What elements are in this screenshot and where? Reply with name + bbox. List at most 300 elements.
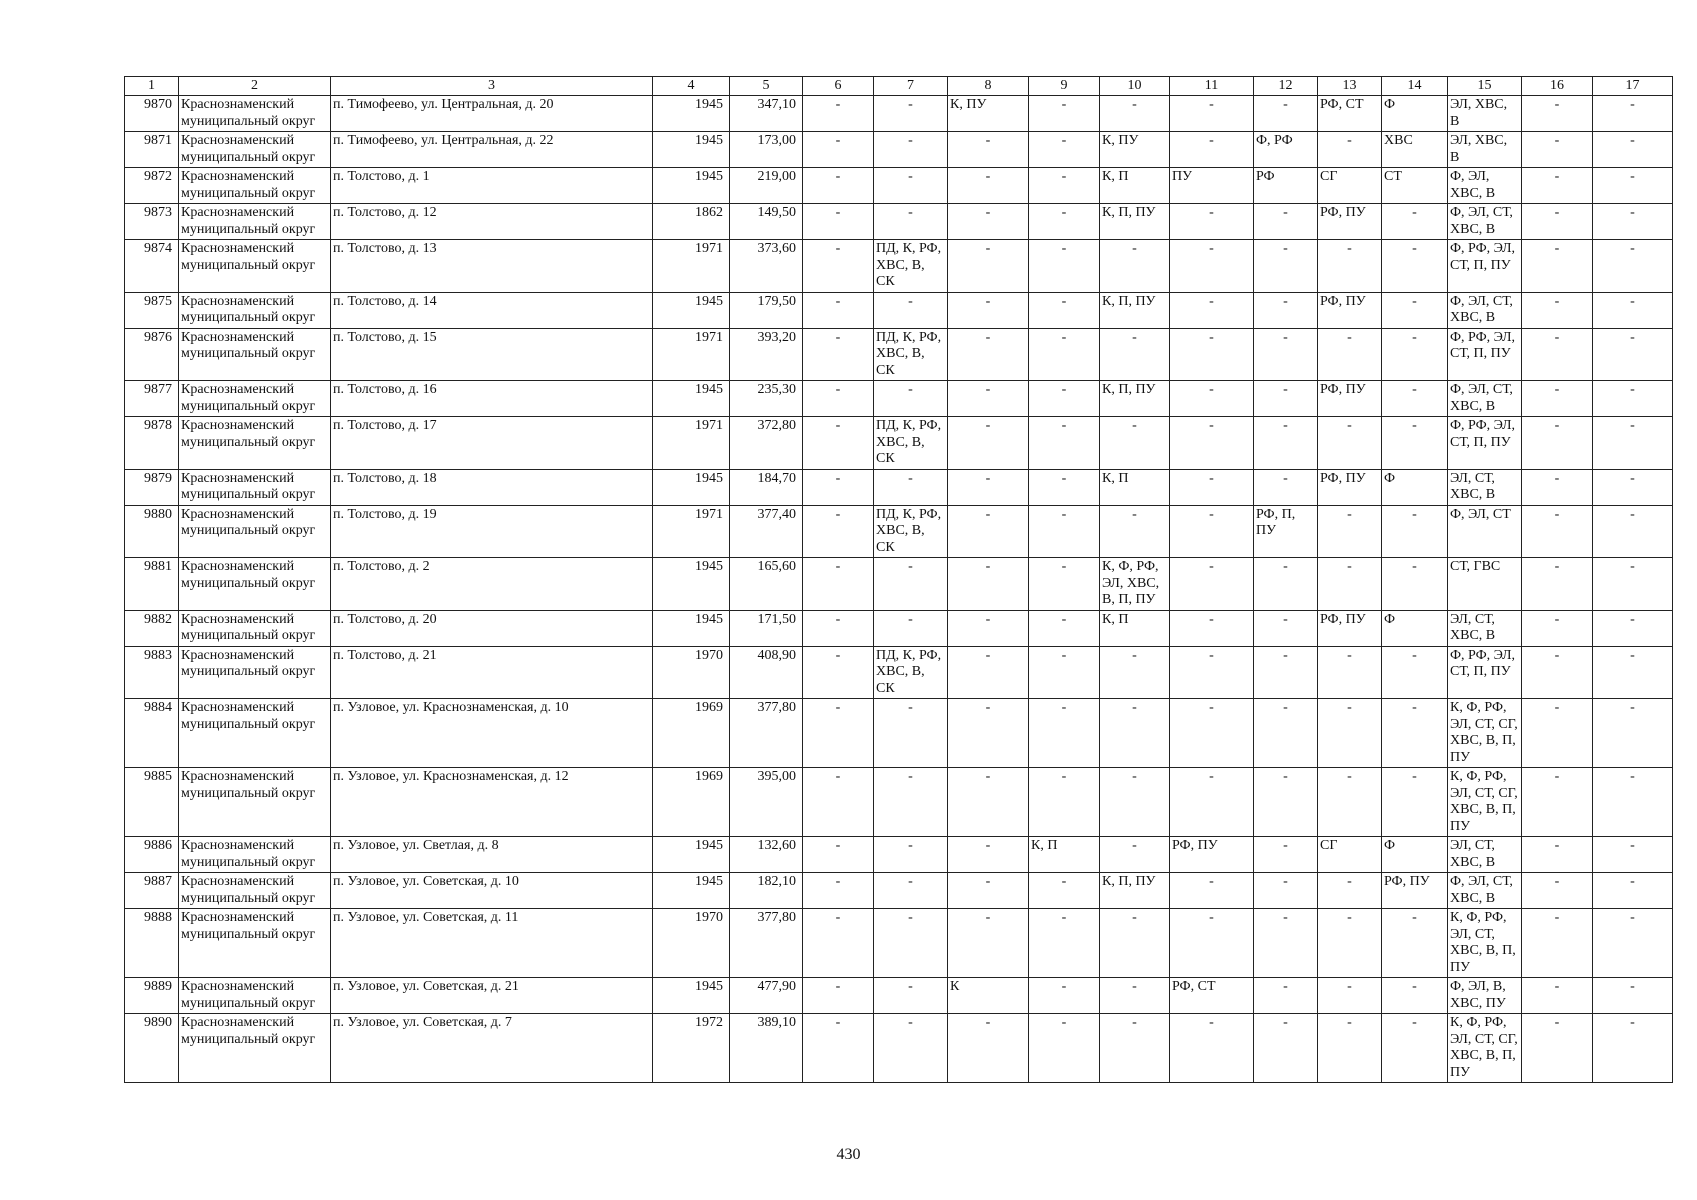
col-9-cell: - bbox=[1029, 204, 1100, 240]
col-10-cell: - bbox=[1100, 768, 1170, 837]
area-cell: 393,20 bbox=[730, 328, 803, 381]
col-8-cell: - bbox=[948, 558, 1029, 611]
col-16-cell: - bbox=[1522, 558, 1593, 611]
col-16-cell: - bbox=[1522, 978, 1593, 1014]
col-8-cell: - bbox=[948, 240, 1029, 293]
district-cell: Краснознаменский муниципальный округ bbox=[179, 204, 331, 240]
year-built-cell: 1945 bbox=[653, 132, 730, 168]
col-14-cell: - bbox=[1382, 381, 1448, 417]
col-8-cell: К, ПУ bbox=[948, 96, 1029, 132]
col-16-cell: - bbox=[1522, 610, 1593, 646]
col-12-cell: - bbox=[1254, 610, 1318, 646]
col-9-cell: - bbox=[1029, 505, 1100, 558]
column-header: 13 bbox=[1318, 77, 1382, 96]
table-row bbox=[125, 646, 1673, 699]
table-row bbox=[125, 469, 1673, 505]
col-6-cell: - bbox=[803, 699, 874, 768]
table-row bbox=[125, 1014, 1673, 1083]
col-11-cell: - bbox=[1170, 292, 1254, 328]
address-cell: п. Тимофеево, ул. Центральная, д. 22 bbox=[331, 132, 653, 168]
area-cell: 132,60 bbox=[730, 837, 803, 873]
col-13-cell: - bbox=[1318, 699, 1382, 768]
col-14-cell: - bbox=[1382, 909, 1448, 978]
col-16-cell: - bbox=[1522, 699, 1593, 768]
col-10-cell: - bbox=[1100, 978, 1170, 1014]
col-9-cell: - bbox=[1029, 417, 1100, 470]
col-9-cell: - bbox=[1029, 96, 1100, 132]
col-12-cell: - bbox=[1254, 469, 1318, 505]
col-16-cell: - bbox=[1522, 96, 1593, 132]
district-cell: Краснознаменский муниципальный округ bbox=[179, 292, 331, 328]
col-8-cell: - bbox=[948, 417, 1029, 470]
col-12-cell: - bbox=[1254, 328, 1318, 381]
table-row bbox=[125, 873, 1673, 909]
row-number-cell: 9882 bbox=[125, 610, 179, 646]
col-15-cell: ЭЛ, ХВС, В bbox=[1448, 132, 1522, 168]
col-9-cell: - bbox=[1029, 469, 1100, 505]
column-header: 15 bbox=[1448, 77, 1522, 96]
col-8-cell: - bbox=[948, 1014, 1029, 1083]
col-14-cell: - bbox=[1382, 328, 1448, 381]
col-13-cell: - bbox=[1318, 417, 1382, 470]
col-13-cell: - bbox=[1318, 132, 1382, 168]
col-10-cell: К, П, ПУ bbox=[1100, 204, 1170, 240]
district-cell: Краснознаменский муниципальный округ bbox=[179, 768, 331, 837]
col-16-cell: - bbox=[1522, 768, 1593, 837]
area-cell: 389,10 bbox=[730, 1014, 803, 1083]
table-row bbox=[125, 381, 1673, 417]
col-15-cell: Ф, ЭЛ, СТ, ХВС, В bbox=[1448, 381, 1522, 417]
col-15-cell: К, Ф, РФ, ЭЛ, СТ, ХВС, В, П, ПУ bbox=[1448, 909, 1522, 978]
col-15-cell: Ф, РФ, ЭЛ, СТ, П, ПУ bbox=[1448, 646, 1522, 699]
col-10-cell: - bbox=[1100, 1014, 1170, 1083]
col-9-cell: - bbox=[1029, 909, 1100, 978]
col-7-cell: - bbox=[874, 699, 948, 768]
column-header: 11 bbox=[1170, 77, 1254, 96]
col-13-cell: СГ bbox=[1318, 837, 1382, 873]
col-17-cell: - bbox=[1593, 610, 1673, 646]
col-12-cell: - bbox=[1254, 978, 1318, 1014]
col-10-cell: - bbox=[1100, 417, 1170, 470]
address-cell: п. Узловое, ул. Советская, д. 11 bbox=[331, 909, 653, 978]
col-8-cell: - bbox=[948, 768, 1029, 837]
col-13-cell: - bbox=[1318, 328, 1382, 381]
address-cell: п. Узловое, ул. Советская, д. 7 bbox=[331, 1014, 653, 1083]
area-cell: 372,80 bbox=[730, 417, 803, 470]
col-17-cell: - bbox=[1593, 328, 1673, 381]
col-6-cell: - bbox=[803, 505, 874, 558]
col-14-cell: - bbox=[1382, 417, 1448, 470]
area-cell: 219,00 bbox=[730, 168, 803, 204]
col-6-cell: - bbox=[803, 873, 874, 909]
col-13-cell: РФ, ПУ bbox=[1318, 292, 1382, 328]
row-number-cell: 9880 bbox=[125, 505, 179, 558]
year-built-cell: 1945 bbox=[653, 469, 730, 505]
col-10-cell: К, П bbox=[1100, 469, 1170, 505]
col-16-cell: - bbox=[1522, 292, 1593, 328]
address-cell: п. Толстово, д. 18 bbox=[331, 469, 653, 505]
row-number-cell: 9887 bbox=[125, 873, 179, 909]
col-8-cell: - bbox=[948, 837, 1029, 873]
address-cell: п. Тимофеево, ул. Центральная, д. 20 bbox=[331, 96, 653, 132]
col-17-cell: - bbox=[1593, 469, 1673, 505]
col-17-cell: - bbox=[1593, 96, 1673, 132]
area-cell: 173,00 bbox=[730, 132, 803, 168]
table-body bbox=[125, 96, 1673, 1083]
row-number-cell: 9886 bbox=[125, 837, 179, 873]
col-16-cell: - bbox=[1522, 417, 1593, 470]
col-16-cell: - bbox=[1522, 328, 1593, 381]
col-11-cell: - bbox=[1170, 204, 1254, 240]
col-11-cell: - bbox=[1170, 381, 1254, 417]
col-9-cell: - bbox=[1029, 381, 1100, 417]
area-cell: 171,50 bbox=[730, 610, 803, 646]
address-cell: п. Толстово, д. 14 bbox=[331, 292, 653, 328]
col-17-cell: - bbox=[1593, 768, 1673, 837]
col-14-cell: - bbox=[1382, 699, 1448, 768]
col-9-cell: - bbox=[1029, 646, 1100, 699]
col-14-cell: ХВС bbox=[1382, 132, 1448, 168]
col-17-cell: - bbox=[1593, 168, 1673, 204]
col-7-cell: - bbox=[874, 381, 948, 417]
col-8-cell: - bbox=[948, 646, 1029, 699]
col-7-cell: - bbox=[874, 96, 948, 132]
column-header: 12 bbox=[1254, 77, 1318, 96]
col-17-cell: - bbox=[1593, 1014, 1673, 1083]
col-14-cell: Ф bbox=[1382, 96, 1448, 132]
col-13-cell: - bbox=[1318, 646, 1382, 699]
district-cell: Краснознаменский муниципальный округ bbox=[179, 168, 331, 204]
col-12-cell: - bbox=[1254, 646, 1318, 699]
col-15-cell: Ф, ЭЛ, СТ bbox=[1448, 505, 1522, 558]
table-row bbox=[125, 204, 1673, 240]
col-10-cell: К, Ф, РФ, ЭЛ, ХВС, В, П, ПУ bbox=[1100, 558, 1170, 611]
column-header: 5 bbox=[730, 77, 803, 96]
col-11-cell: - bbox=[1170, 132, 1254, 168]
col-15-cell: ЭЛ, СТ, ХВС, В bbox=[1448, 469, 1522, 505]
year-built-cell: 1971 bbox=[653, 417, 730, 470]
address-cell: п. Толстово, д. 12 bbox=[331, 204, 653, 240]
address-cell: п. Узловое, ул. Краснознаменская, д. 10 bbox=[331, 699, 653, 768]
col-13-cell: РФ, ПУ bbox=[1318, 469, 1382, 505]
col-11-cell: - bbox=[1170, 469, 1254, 505]
col-16-cell: - bbox=[1522, 505, 1593, 558]
year-built-cell: 1945 bbox=[653, 96, 730, 132]
col-16-cell: - bbox=[1522, 168, 1593, 204]
col-9-cell: - bbox=[1029, 168, 1100, 204]
address-cell: п. Толстово, д. 2 bbox=[331, 558, 653, 611]
col-12-cell: - bbox=[1254, 96, 1318, 132]
col-15-cell: Ф, ЭЛ, СТ, ХВС, В bbox=[1448, 292, 1522, 328]
district-cell: Краснознаменский муниципальный округ bbox=[179, 240, 331, 293]
row-number-cell: 9875 bbox=[125, 292, 179, 328]
row-number-cell: 9871 bbox=[125, 132, 179, 168]
col-14-cell: - bbox=[1382, 558, 1448, 611]
col-14-cell: Ф bbox=[1382, 469, 1448, 505]
year-built-cell: 1945 bbox=[653, 558, 730, 611]
column-header: 8 bbox=[948, 77, 1029, 96]
column-header: 14 bbox=[1382, 77, 1448, 96]
area-cell: 395,00 bbox=[730, 768, 803, 837]
address-cell: п. Узловое, ул. Советская, д. 21 bbox=[331, 978, 653, 1014]
col-15-cell: Ф, РФ, ЭЛ, СТ, П, ПУ bbox=[1448, 240, 1522, 293]
row-number-cell: 9890 bbox=[125, 1014, 179, 1083]
col-11-cell: - bbox=[1170, 505, 1254, 558]
column-header: 2 bbox=[179, 77, 331, 96]
col-6-cell: - bbox=[803, 204, 874, 240]
col-6-cell: - bbox=[803, 240, 874, 293]
col-6-cell: - bbox=[803, 292, 874, 328]
col-17-cell: - bbox=[1593, 240, 1673, 293]
area-cell: 408,90 bbox=[730, 646, 803, 699]
district-cell: Краснознаменский муниципальный округ bbox=[179, 381, 331, 417]
table-row bbox=[125, 328, 1673, 381]
area-cell: 347,10 bbox=[730, 96, 803, 132]
col-16-cell: - bbox=[1522, 1014, 1593, 1083]
col-13-cell: РФ, ПУ bbox=[1318, 610, 1382, 646]
col-9-cell: - bbox=[1029, 873, 1100, 909]
col-8-cell: - bbox=[948, 381, 1029, 417]
col-6-cell: - bbox=[803, 837, 874, 873]
district-cell: Краснознаменский муниципальный округ bbox=[179, 873, 331, 909]
col-16-cell: - bbox=[1522, 469, 1593, 505]
table-row bbox=[125, 978, 1673, 1014]
col-13-cell: - bbox=[1318, 978, 1382, 1014]
col-14-cell: - bbox=[1382, 292, 1448, 328]
column-header: 7 bbox=[874, 77, 948, 96]
area-cell: 377,40 bbox=[730, 505, 803, 558]
col-15-cell: Ф, ЭЛ, СТ, ХВС, В bbox=[1448, 873, 1522, 909]
col-13-cell: РФ, СТ bbox=[1318, 96, 1382, 132]
col-15-cell: ЭЛ, СТ, ХВС, В bbox=[1448, 837, 1522, 873]
col-14-cell: СТ bbox=[1382, 168, 1448, 204]
col-11-cell: - bbox=[1170, 96, 1254, 132]
col-9-cell: - bbox=[1029, 978, 1100, 1014]
table-row bbox=[125, 558, 1673, 611]
col-10-cell: - bbox=[1100, 505, 1170, 558]
district-cell: Краснознаменский муниципальный округ bbox=[179, 505, 331, 558]
col-8-cell: - bbox=[948, 873, 1029, 909]
col-17-cell: - bbox=[1593, 909, 1673, 978]
col-14-cell: РФ, ПУ bbox=[1382, 873, 1448, 909]
address-cell: п. Узловое, ул. Светлая, д. 8 bbox=[331, 837, 653, 873]
year-built-cell: 1945 bbox=[653, 978, 730, 1014]
col-14-cell: - bbox=[1382, 978, 1448, 1014]
col-11-cell: - bbox=[1170, 1014, 1254, 1083]
col-9-cell: - bbox=[1029, 610, 1100, 646]
year-built-cell: 1971 bbox=[653, 505, 730, 558]
col-6-cell: - bbox=[803, 558, 874, 611]
area-cell: 149,50 bbox=[730, 204, 803, 240]
table-row bbox=[125, 837, 1673, 873]
col-11-cell: - bbox=[1170, 646, 1254, 699]
column-number-header-row bbox=[125, 77, 1673, 96]
col-17-cell: - bbox=[1593, 132, 1673, 168]
col-17-cell: - bbox=[1593, 873, 1673, 909]
col-12-cell: РФ, П, ПУ bbox=[1254, 505, 1318, 558]
year-built-cell: 1862 bbox=[653, 204, 730, 240]
col-7-cell: - bbox=[874, 1014, 948, 1083]
col-16-cell: - bbox=[1522, 204, 1593, 240]
col-6-cell: - bbox=[803, 469, 874, 505]
col-11-cell: - bbox=[1170, 240, 1254, 293]
year-built-cell: 1945 bbox=[653, 610, 730, 646]
col-15-cell: Ф, ЭЛ, ХВС, В bbox=[1448, 168, 1522, 204]
col-8-cell: - bbox=[948, 909, 1029, 978]
col-7-cell: - bbox=[874, 168, 948, 204]
col-10-cell: - bbox=[1100, 240, 1170, 293]
col-13-cell: - bbox=[1318, 558, 1382, 611]
col-16-cell: - bbox=[1522, 837, 1593, 873]
col-15-cell: ЭЛ, ХВС, В bbox=[1448, 96, 1522, 132]
col-12-cell: - bbox=[1254, 240, 1318, 293]
address-cell: п. Толстово, д. 15 bbox=[331, 328, 653, 381]
year-built-cell: 1972 bbox=[653, 1014, 730, 1083]
col-9-cell: - bbox=[1029, 240, 1100, 293]
col-10-cell: К, П bbox=[1100, 168, 1170, 204]
col-8-cell: - bbox=[948, 204, 1029, 240]
col-7-cell: - bbox=[874, 873, 948, 909]
col-11-cell: - bbox=[1170, 699, 1254, 768]
col-16-cell: - bbox=[1522, 240, 1593, 293]
col-7-cell: - bbox=[874, 132, 948, 168]
col-7-cell: - bbox=[874, 768, 948, 837]
col-11-cell: ПУ bbox=[1170, 168, 1254, 204]
col-8-cell: - bbox=[948, 132, 1029, 168]
col-6-cell: - bbox=[803, 610, 874, 646]
column-header: 3 bbox=[331, 77, 653, 96]
col-9-cell: К, П bbox=[1029, 837, 1100, 873]
col-14-cell: Ф bbox=[1382, 837, 1448, 873]
col-12-cell: - bbox=[1254, 381, 1318, 417]
col-13-cell: РФ, ПУ bbox=[1318, 204, 1382, 240]
page-number: 430 bbox=[836, 1146, 861, 1163]
col-9-cell: - bbox=[1029, 768, 1100, 837]
district-cell: Краснознаменский муниципальный округ bbox=[179, 837, 331, 873]
col-17-cell: - bbox=[1593, 837, 1673, 873]
col-12-cell: - bbox=[1254, 558, 1318, 611]
address-cell: п. Толстово, д. 13 bbox=[331, 240, 653, 293]
year-built-cell: 1945 bbox=[653, 381, 730, 417]
col-13-cell: - bbox=[1318, 1014, 1382, 1083]
col-7-cell: - bbox=[874, 558, 948, 611]
col-7-cell: - bbox=[874, 469, 948, 505]
row-number-cell: 9888 bbox=[125, 909, 179, 978]
col-10-cell: К, ПУ bbox=[1100, 132, 1170, 168]
col-11-cell: - bbox=[1170, 873, 1254, 909]
col-12-cell: - bbox=[1254, 417, 1318, 470]
col-8-cell: - bbox=[948, 292, 1029, 328]
col-8-cell: К bbox=[948, 978, 1029, 1014]
col-8-cell: - bbox=[948, 328, 1029, 381]
col-7-cell: - bbox=[874, 292, 948, 328]
col-13-cell: СГ bbox=[1318, 168, 1382, 204]
col-16-cell: - bbox=[1522, 132, 1593, 168]
area-cell: 235,30 bbox=[730, 381, 803, 417]
address-cell: п. Толстово, д. 21 bbox=[331, 646, 653, 699]
col-17-cell: - bbox=[1593, 558, 1673, 611]
col-13-cell: - bbox=[1318, 505, 1382, 558]
row-number-cell: 9877 bbox=[125, 381, 179, 417]
table-row bbox=[125, 417, 1673, 470]
area-cell: 377,80 bbox=[730, 699, 803, 768]
col-10-cell: К, П bbox=[1100, 610, 1170, 646]
col-9-cell: - bbox=[1029, 132, 1100, 168]
col-15-cell: Ф, РФ, ЭЛ, СТ, П, ПУ bbox=[1448, 417, 1522, 470]
area-cell: 179,50 bbox=[730, 292, 803, 328]
col-15-cell: Ф, ЭЛ, СТ, ХВС, В bbox=[1448, 204, 1522, 240]
col-6-cell: - bbox=[803, 909, 874, 978]
table-row bbox=[125, 699, 1673, 768]
col-7-cell: ПД, К, РФ, ХВС, В, СК bbox=[874, 417, 948, 470]
housing-register-table bbox=[124, 76, 1673, 1083]
column-header: 9 bbox=[1029, 77, 1100, 96]
row-number-cell: 9873 bbox=[125, 204, 179, 240]
col-14-cell: - bbox=[1382, 240, 1448, 293]
year-built-cell: 1945 bbox=[653, 292, 730, 328]
col-15-cell: К, Ф, РФ, ЭЛ, СТ, СГ, ХВС, В, П, ПУ bbox=[1448, 1014, 1522, 1083]
col-16-cell: - bbox=[1522, 909, 1593, 978]
col-12-cell: - bbox=[1254, 768, 1318, 837]
row-number-cell: 9876 bbox=[125, 328, 179, 381]
col-10-cell: К, П, ПУ bbox=[1100, 873, 1170, 909]
district-cell: Краснознаменский муниципальный округ bbox=[179, 610, 331, 646]
col-17-cell: - bbox=[1593, 978, 1673, 1014]
col-6-cell: - bbox=[803, 646, 874, 699]
district-cell: Краснознаменский муниципальный округ bbox=[179, 96, 331, 132]
col-6-cell: - bbox=[803, 978, 874, 1014]
area-cell: 477,90 bbox=[730, 978, 803, 1014]
col-8-cell: - bbox=[948, 469, 1029, 505]
col-6-cell: - bbox=[803, 168, 874, 204]
year-built-cell: 1945 bbox=[653, 837, 730, 873]
row-number-cell: 9870 bbox=[125, 96, 179, 132]
table-row bbox=[125, 505, 1673, 558]
col-15-cell: Ф, ЭЛ, В, ХВС, ПУ bbox=[1448, 978, 1522, 1014]
col-17-cell: - bbox=[1593, 204, 1673, 240]
col-13-cell: - bbox=[1318, 240, 1382, 293]
col-8-cell: - bbox=[948, 168, 1029, 204]
col-12-cell: - bbox=[1254, 873, 1318, 909]
year-built-cell: 1945 bbox=[653, 168, 730, 204]
year-built-cell: 1971 bbox=[653, 240, 730, 293]
year-built-cell: 1970 bbox=[653, 909, 730, 978]
column-header: 17 bbox=[1593, 77, 1673, 96]
col-6-cell: - bbox=[803, 1014, 874, 1083]
col-8-cell: - bbox=[948, 505, 1029, 558]
col-14-cell: - bbox=[1382, 204, 1448, 240]
col-13-cell: РФ, ПУ bbox=[1318, 381, 1382, 417]
area-cell: 165,60 bbox=[730, 558, 803, 611]
table-row bbox=[125, 768, 1673, 837]
col-13-cell: - bbox=[1318, 909, 1382, 978]
col-13-cell: - bbox=[1318, 873, 1382, 909]
col-10-cell: - bbox=[1100, 646, 1170, 699]
col-11-cell: - bbox=[1170, 768, 1254, 837]
col-8-cell: - bbox=[948, 699, 1029, 768]
col-15-cell: Ф, РФ, ЭЛ, СТ, П, ПУ bbox=[1448, 328, 1522, 381]
col-7-cell: - bbox=[874, 837, 948, 873]
col-6-cell: - bbox=[803, 96, 874, 132]
address-cell: п. Толстово, д. 17 bbox=[331, 417, 653, 470]
area-cell: 373,60 bbox=[730, 240, 803, 293]
address-cell: п. Толстово, д. 1 bbox=[331, 168, 653, 204]
column-header: 16 bbox=[1522, 77, 1593, 96]
col-12-cell: - bbox=[1254, 909, 1318, 978]
row-number-cell: 9874 bbox=[125, 240, 179, 293]
column-header: 6 bbox=[803, 77, 874, 96]
district-cell: Краснознаменский муниципальный округ bbox=[179, 909, 331, 978]
